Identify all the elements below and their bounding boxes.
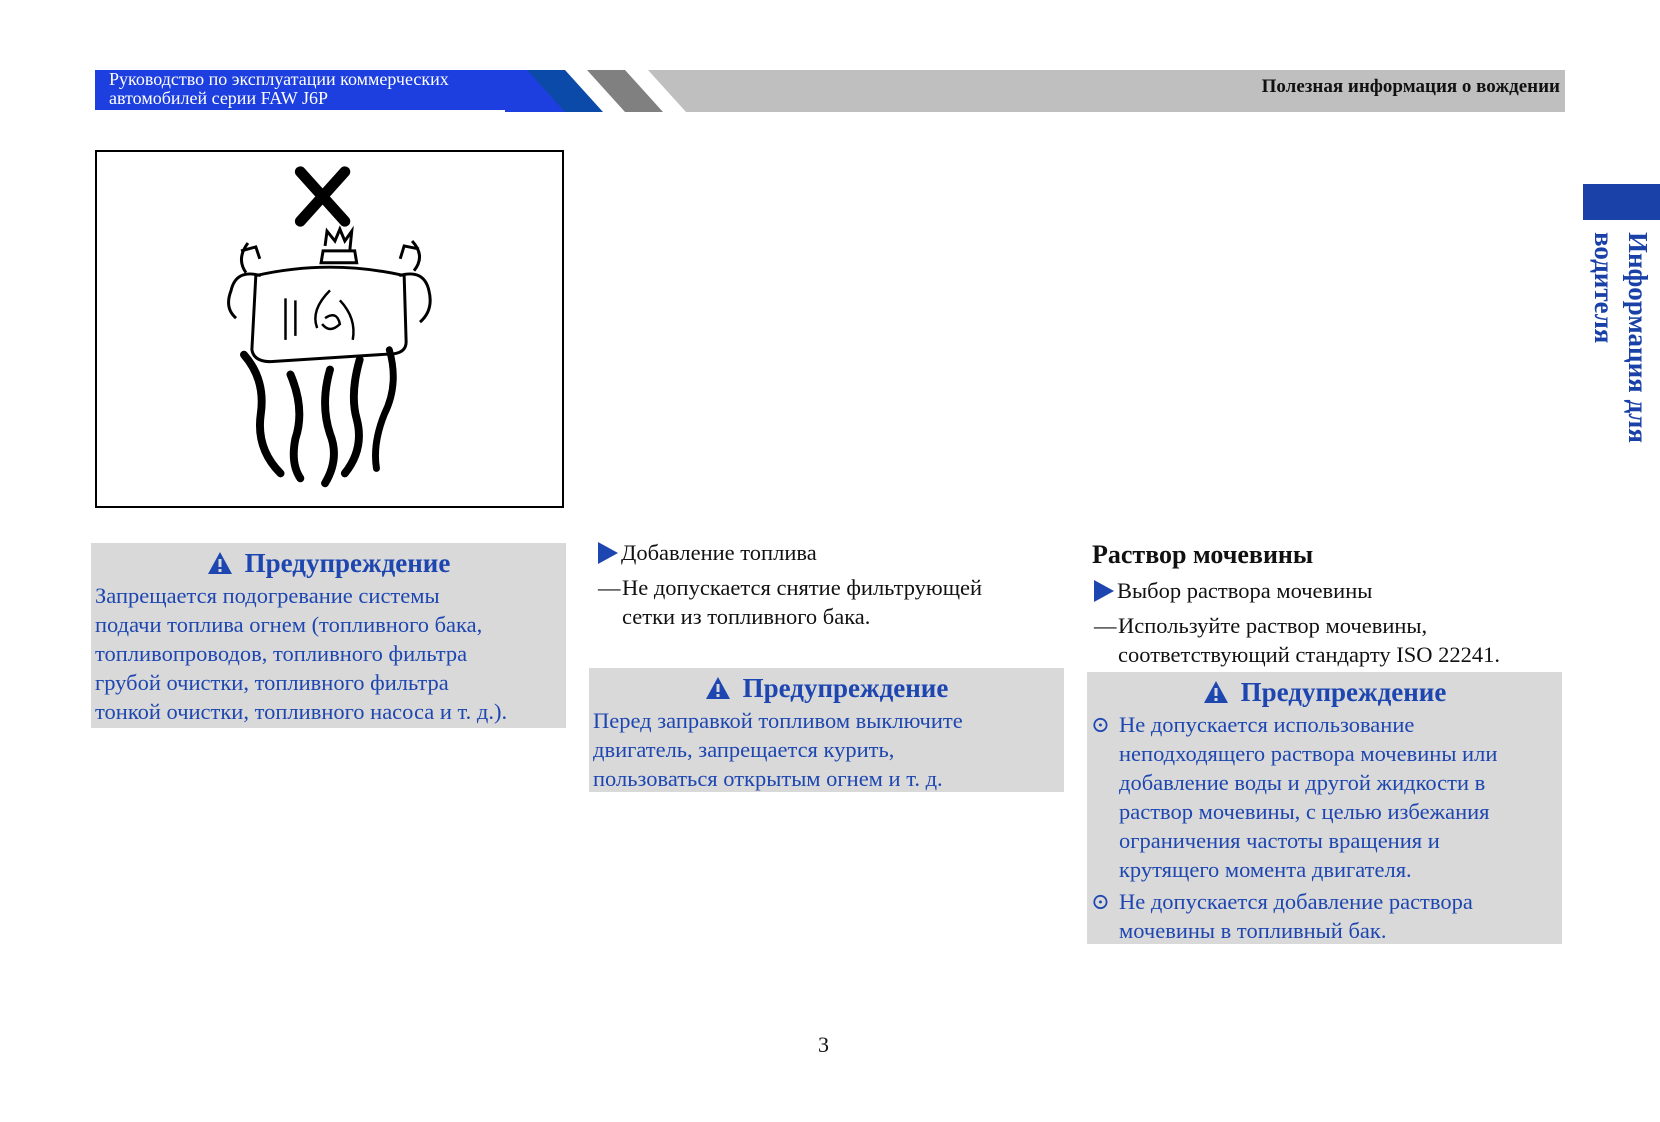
warning-text-line: раствор мочевины, с целью избежания (1119, 799, 1490, 824)
dash-item-line: соответствующий стандарту ISO 22241. (1118, 642, 1501, 667)
warning-triangle-icon (207, 551, 233, 575)
subheading-urea (1094, 576, 1574, 605)
warning-text-line: Не допускается добавление раствора (1119, 889, 1473, 914)
section-title-urea: Раствор мочевины (1092, 540, 1314, 569)
warning-heading (95, 545, 562, 581)
warning-triangle-icon (705, 676, 731, 700)
warning-list-item (1091, 710, 1558, 884)
warning-title: Предупреждение (244, 547, 451, 578)
manual-title (95, 70, 507, 110)
circle-dot-bullet-icon: ⊙ (1091, 712, 1110, 737)
dash-item-line: сетки из топливного бака. (622, 604, 871, 629)
section-header-title: Полезная информация о вождении (1261, 76, 1560, 97)
triangle-bullet-icon (1094, 580, 1114, 602)
circle-dot-bullet-icon: ⊙ (1091, 889, 1110, 914)
warning-heading (593, 670, 1060, 706)
warning-text-line: Перед заправкой топливом выключите (593, 708, 963, 733)
page-number: 3 (818, 1032, 829, 1057)
triangle-bullet-icon (598, 542, 618, 564)
warning-text-line: крутящего момента двигателя. (1119, 857, 1412, 882)
manual-title-line1: Руководство по эксплуатации коммерческих (109, 70, 449, 89)
warning-triangle-icon (1203, 680, 1229, 704)
subheading-text: Выбор раствора мочевины (1117, 578, 1373, 603)
illustration-no-heating-fuel-system (95, 150, 564, 508)
warning-text-line: добавление воды и другой жидкости в (1119, 770, 1486, 795)
fuel-adding-section (598, 538, 1068, 631)
warning-text-line: пользоваться открытым огнем и т. д. (593, 766, 943, 791)
warning-title: Предупреждение (742, 672, 949, 703)
dash-mark: — (1094, 613, 1117, 638)
subheading-fuel-adding (598, 538, 1068, 567)
warning-text-line: подачи топлива огнем (топливного бака, (95, 612, 483, 637)
warning-text-line: тонкой очистки, топливного насоса и т. д.). (95, 699, 508, 724)
urea-selection-section (1094, 576, 1574, 669)
warning-heading (1091, 674, 1558, 710)
no-heating-fuel-tank-with-fire-icon (97, 152, 562, 506)
warning-box-refuel (589, 668, 1064, 792)
warning-box-urea (1087, 672, 1562, 944)
warning-text-line: двигатель, запрещается курить, (593, 737, 895, 762)
dash-item-line: Используйте раствор мочевины, (1118, 613, 1428, 638)
manual-title-line2: автомобилей серии FAW J6P (109, 88, 328, 108)
warning-text-line: неподходящего раствора мочевины или (1119, 741, 1498, 766)
warning-text-line: мочевины в топливный бак. (1119, 918, 1387, 943)
dash-item (598, 573, 1068, 631)
side-tab-label: Информация для водителя (1589, 232, 1653, 443)
subheading-text: Добавление топлива (621, 540, 817, 565)
warning-text-line: Не допускается использование (1119, 712, 1415, 737)
side-tab-marker (1583, 184, 1660, 220)
warning-title: Предупреждение (1240, 676, 1447, 707)
warning-text-line: грубой очистки, топливного фильтра (95, 670, 449, 695)
warning-text-line: топливопроводов, топливного фильтра (95, 641, 468, 666)
warning-box-heating (91, 543, 566, 728)
warning-text-line: Запрещается подогревание системы (95, 583, 440, 608)
dash-mark: — (598, 575, 621, 600)
warning-text-line: ограничения частоты вращения и (1119, 828, 1440, 853)
dash-item-line: Не допускается снятие фильтрующей (622, 575, 983, 600)
warning-list-item (1091, 887, 1558, 945)
dash-item (1094, 611, 1574, 669)
